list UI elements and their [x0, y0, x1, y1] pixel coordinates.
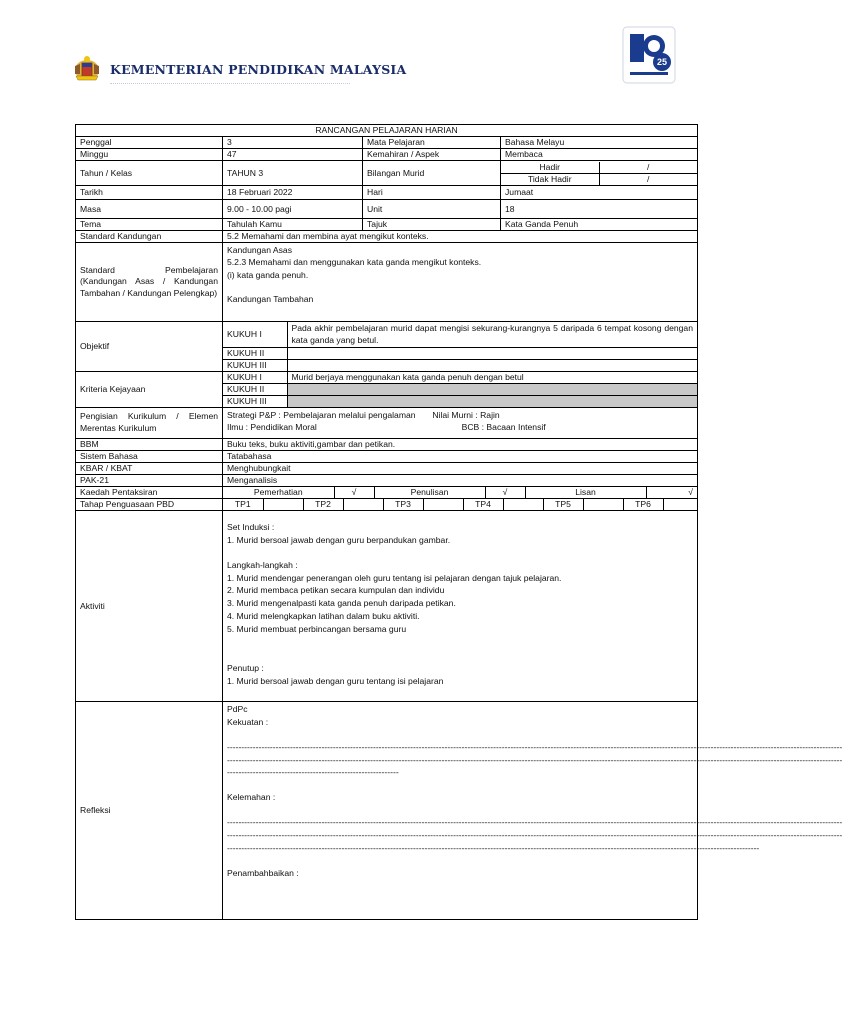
tp4-label: TP4 [463, 499, 503, 510]
set-induksi-item: 1. Murid bersoal jawab dengan guru berpandukan gambar. [227, 534, 451, 545]
tp2-label: TP2 [303, 499, 343, 510]
value-aktiviti [223, 510, 698, 701]
label-kaedah: Kaedah Pentaksiran [76, 486, 223, 498]
tp1-value [263, 499, 303, 510]
label-standard-pembelajaran: Standard Pembelajaran (Kandungan Asas / Kandungan Tambahan / Kandungan Pelengkap) [76, 243, 223, 322]
label-tarikh: Tarikh [76, 186, 223, 200]
value-bbm: Buku teks, buku aktiviti,gambar dan petikan. [223, 438, 698, 450]
header-divider [110, 83, 350, 85]
penutup-item: 1. Murid bersoal jawab dengan guru tentang isi pelajaran [227, 675, 444, 686]
kelemahan-line-2: ----------------------------------------------------------------------------------------------------------------------------------------------------------------------------------------------------------------------- [227, 830, 842, 841]
row-pak21 [76, 474, 698, 486]
tahap-cell [223, 498, 698, 510]
langkah-item: 3. Murid mengenalpasti kata ganda penuh daripada petikan. [227, 598, 456, 609]
kriteria-table [223, 372, 697, 407]
label-unit: Unit [363, 200, 501, 219]
value-minggu: 47 [223, 149, 363, 161]
value-hari: Jumaat [501, 186, 698, 200]
label-masa: Masa [76, 200, 223, 219]
sp-line2: 5.2.3 Memahami dan menggunakan kata ganda mengikut konteks. [227, 257, 482, 268]
refleksi-penambahbaikan: Penambahbaikan : [227, 867, 299, 878]
kekuatan-line-3: ------------------------------------------------------------ [227, 767, 399, 778]
sp-spacer [227, 281, 693, 293]
label-mata-pelajaran: Mata Pelajaran [363, 137, 501, 149]
value-tajuk: Kata Ganda Penuh [501, 219, 698, 231]
refleksi-spacer-3 [227, 804, 693, 816]
value-kbar: Menghubungkait [223, 462, 698, 474]
sp-line3: (i) kata ganda penuh. [227, 269, 309, 280]
value-kemahiran: Membaca [501, 149, 698, 161]
langkah-item: 2. Murid membaca petikan secara kumpulan dan individu [227, 585, 445, 596]
kriteria-kukuh1-label: KUKUH I [223, 372, 287, 384]
pengisian-strategi: Strategi P&P : Pembelajaran melalui pengalaman [227, 409, 416, 420]
row-tarikh [76, 186, 698, 200]
objektif-cell [223, 322, 698, 372]
kaedah-tick-pemerhatian: √ [334, 487, 374, 498]
row-bbm [76, 438, 698, 450]
objektif-table [223, 322, 697, 371]
label-aktiviti: Aktiviti [76, 510, 223, 701]
kekuatan-line-2: ----------------------------------------------------------------------------------------------------------------------------------------------------------------------------------------------------------------------- [227, 754, 842, 765]
value-tidak-hadir: / [599, 173, 697, 185]
kaedah-pemerhatian: Pemerhatian [223, 487, 334, 498]
kelemahan-line-3: ------------------------------------------------------------------------------------------------------------------------------------------------------------------------------------------ [227, 843, 760, 854]
row-sistem-bahasa [76, 450, 698, 462]
row-objektif [76, 322, 698, 372]
label-hadir: Hadir [501, 162, 599, 174]
tp1-label: TP1 [223, 499, 263, 510]
label-kbar: KBAR / KBAT [76, 462, 223, 474]
label-tahun: Tahun / Kelas [76, 161, 223, 186]
label-minggu: Minggu [76, 149, 223, 161]
tp4-value [503, 499, 543, 510]
objektif-kukuh2-label: KUKUH II [223, 347, 287, 359]
kaedah-tick-lisan: √ [646, 487, 697, 498]
kriteria-kukuh3-text [287, 395, 697, 407]
label-penggal: Penggal [76, 137, 223, 149]
value-tema: Tahulah Kamu [223, 219, 363, 231]
tp2-value [343, 499, 383, 510]
value-refleksi [223, 701, 842, 919]
tp6-value [663, 499, 697, 510]
lesson-plan-table [75, 124, 842, 920]
refleksi-spacer-4 [227, 855, 693, 867]
ministry-name: KEMENTERIAN PENDIDIKAN MALAYSIA [110, 62, 407, 77]
objektif-kukuh2-text [287, 347, 697, 359]
logo-number: 25 [656, 57, 668, 67]
pengisian-nilai: Nilai Murni : Rajin [432, 409, 500, 420]
row-standard-kandungan [76, 231, 698, 243]
anniversary-logo-icon [622, 26, 676, 84]
value-pak21: Menganalisis [223, 474, 698, 486]
aktiviti-spacer-1 [227, 547, 693, 559]
label-standard-kandungan: Standard Kandungan [76, 231, 223, 243]
objektif-kukuh3-label: KUKUH III [223, 359, 287, 371]
label-objektif: Objektif [76, 322, 223, 372]
kelemahan-line-1: ----------------------------------------------------------------------------------------------------------------------------------------------------------------------------------------------------------------------- [227, 817, 842, 828]
label-tema: Tema [76, 219, 223, 231]
label-tahap: Tahap Penguasaan PBD [76, 498, 223, 510]
label-bbm: BBM [76, 438, 223, 450]
label-sistem-bahasa: Sistem Bahasa [76, 450, 223, 462]
refleksi-spacer-1 [227, 729, 693, 741]
value-tarikh: 18 Februari 2022 [223, 186, 363, 200]
tp3-label: TP3 [383, 499, 423, 510]
page-header [0, 0, 768, 120]
label-kriteria: Kriteria Kejayaan [76, 371, 223, 407]
objektif-kukuh1-label: KUKUH I [223, 322, 287, 347]
label-kemahiran: Kemahiran / Aspek [363, 149, 501, 161]
value-hadir: / [599, 162, 697, 174]
value-unit: 18 [501, 200, 698, 219]
pengisian-ilmu: Ilmu : Pendidikan Moral [227, 422, 317, 433]
value-penggal: 3 [223, 137, 363, 149]
tp6-label: TP6 [623, 499, 663, 510]
set-induksi-heading: Set Induksi : [227, 521, 275, 532]
refleksi-kelemahan: Kelemahan : [227, 792, 276, 803]
penutup-heading: Penutup : [227, 663, 264, 674]
objektif-kukuh3-text [287, 359, 697, 371]
langkah-heading: Langkah-langkah : [227, 559, 298, 570]
pengisian-bcb: BCB : Bacaan Intensif [461, 422, 546, 433]
kekuatan-line-1: ----------------------------------------------------------------------------------------------------------------------------------------------------------------------------------------------------------------------- [227, 741, 842, 752]
value-mata-pelajaran: Bahasa Melayu [501, 137, 698, 149]
kaedah-tick-penulisan: √ [485, 487, 525, 498]
langkah-item: 4. Murid melengkapkan latihan dalam buku aktiviti. [227, 611, 420, 622]
label-pengisian: Pengisian Kurikulum / Elemen Merentas Kurikulum [76, 407, 223, 438]
tp5-value [583, 499, 623, 510]
langkah-item: 1. Murid mendengar penerangan oleh guru tentang isi pelajaran dengan tajuk pelajaran. [227, 572, 562, 583]
row-masa [76, 200, 698, 219]
refleksi-kekuatan: Kekuatan : [227, 716, 269, 727]
row-tahun [76, 161, 698, 186]
langkah-list [227, 572, 693, 636]
value-standard-kandungan: 5.2 Memahami dan membina ayat mengikut konteks. [223, 231, 698, 243]
penutup-list [227, 675, 693, 688]
kriteria-cell [223, 371, 698, 407]
value-tahun: TAHUN 3 [223, 161, 363, 186]
value-pengisian [223, 407, 698, 438]
tp3-value [423, 499, 463, 510]
kaedah-lisan: Lisan [525, 487, 646, 498]
kriteria-kukuh2-label: KUKUH II [223, 383, 287, 395]
set-induksi-list [227, 534, 693, 547]
row-kbar [76, 462, 698, 474]
row-pengisian [76, 407, 698, 438]
refleksi-spacer-2 [227, 779, 693, 791]
label-tidak-hadir: Tidak Hadir [501, 173, 599, 185]
title-row [76, 125, 698, 137]
refleksi-pdpc: PdPc [227, 703, 248, 714]
row-penggal [76, 137, 698, 149]
sp-line4: Kandungan Tambahan [227, 294, 314, 305]
kriteria-kukuh1-text: Murid berjaya menggunakan kata ganda penuh dengan betul [287, 372, 697, 384]
row-kaedah [76, 486, 698, 498]
bilangan-cell [501, 161, 698, 186]
objektif-kukuh1-text: Pada akhir pembelajaran murid dapat mengisi sekurang-kurangnya 5 daripada 6 tempat kosong dengan kata ganda yang betul. [287, 322, 697, 347]
label-pak21: PAK-21 [76, 474, 223, 486]
aktiviti-spacer-2 [227, 636, 693, 662]
row-refleksi [76, 701, 698, 919]
row-tema [76, 219, 698, 231]
row-standard-pembelajaran [76, 243, 698, 322]
tahap-table [223, 499, 697, 510]
coat-of-arms-icon [72, 54, 102, 84]
row-minggu [76, 149, 698, 161]
pengisian-line2 [227, 421, 693, 433]
kaedah-penulisan: Penulisan [374, 487, 485, 498]
value-standard-pembelajaran [223, 243, 698, 322]
kriteria-kukuh3-label: KUKUH III [223, 395, 287, 407]
row-kriteria [76, 371, 698, 407]
kriteria-kukuh2-text [287, 383, 697, 395]
kaedah-table [223, 487, 697, 498]
sp-line1: Kandungan Asas [227, 245, 292, 255]
kaedah-cell [223, 486, 698, 498]
label-bilangan-murid: Bilangan Murid [363, 161, 501, 186]
label-tajuk: Tajuk [363, 219, 501, 231]
row-tahap [76, 498, 698, 510]
langkah-item: 5. Murid membuat perbincangan bersama guru [227, 624, 407, 635]
value-masa: 9.00 - 10.00 pagi [223, 200, 363, 219]
attendance-table [501, 162, 697, 185]
form-title: RANCANGAN PELAJARAN HARIAN [76, 125, 698, 137]
tp5-label: TP5 [543, 499, 583, 510]
value-sistem-bahasa: Tatabahasa [223, 450, 698, 462]
label-refleksi: Refleksi [76, 701, 223, 919]
label-hari: Hari [363, 186, 501, 200]
pengisian-line1 [227, 409, 693, 421]
row-aktiviti [76, 510, 698, 701]
